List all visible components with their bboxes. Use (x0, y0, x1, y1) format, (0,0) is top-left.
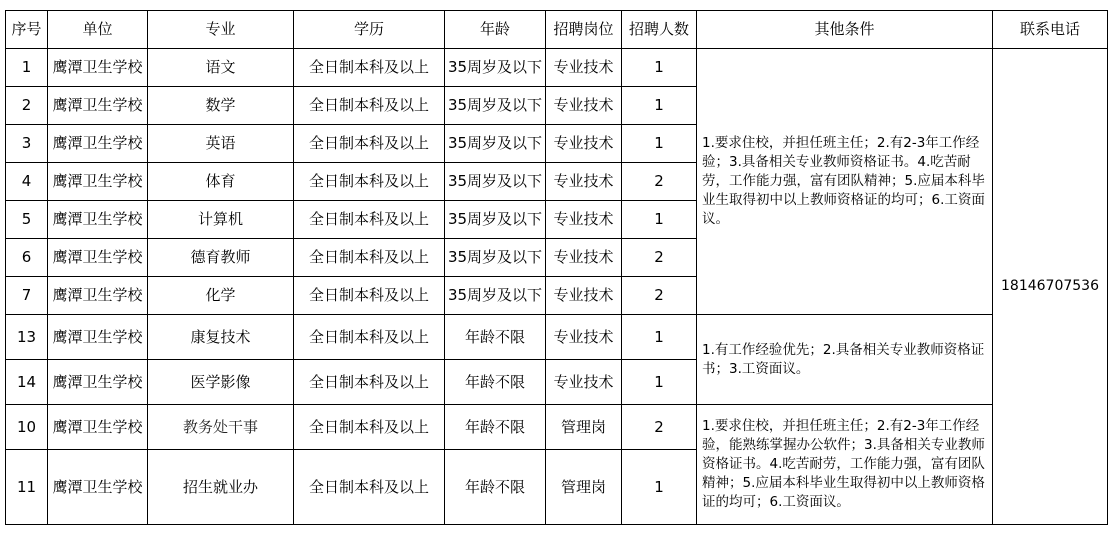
cell-age: 年龄不限 (445, 315, 546, 360)
cell-age: 35周岁及以下 (445, 125, 546, 163)
cell-no: 1 (6, 49, 48, 87)
cell-age: 35周岁及以下 (445, 277, 546, 315)
cell-post: 专业技术 (546, 125, 622, 163)
cell-age: 年龄不限 (445, 405, 546, 450)
cell-age: 35周岁及以下 (445, 163, 546, 201)
cell-age: 35周岁及以下 (445, 201, 546, 239)
cell-major: 康复技术 (148, 315, 294, 360)
cell-post: 专业技术 (546, 277, 622, 315)
cell-no: 14 (6, 360, 48, 405)
cell-no: 11 (6, 450, 48, 525)
cell-age: 35周岁及以下 (445, 87, 546, 125)
cell-education: 全日制本科及以上 (294, 201, 445, 239)
cell-education: 全日制本科及以上 (294, 450, 445, 525)
cell-age: 35周岁及以下 (445, 49, 546, 87)
cell-education: 全日制本科及以上 (294, 405, 445, 450)
cell-unit: 鹰潭卫生学校 (48, 405, 148, 450)
cell-no: 13 (6, 315, 48, 360)
cell-major: 医学影像 (148, 360, 294, 405)
table-row (6, 49, 1108, 87)
header-unit: 单位 (48, 11, 148, 49)
cell-count: 1 (622, 49, 697, 87)
cell-no: 4 (6, 163, 48, 201)
cell-post: 专业技术 (546, 87, 622, 125)
cell-count: 1 (622, 360, 697, 405)
cell-conditions-group-1: 1.要求住校，并担任班主任；2.有2-3年工作经验；3.具备相关专业教师资格证书。4.吃苦耐劳，工作能力强，富有团队精神；5.应届本科毕业生取得初中以上教师资格证的均可；6.工资面议。 (697, 49, 993, 315)
recruitment-table (5, 10, 1108, 525)
cell-post: 管理岗 (546, 405, 622, 450)
cell-no: 2 (6, 87, 48, 125)
cell-phone: 18146707536 (993, 49, 1108, 525)
cell-post: 专业技术 (546, 239, 622, 277)
cell-education: 全日制本科及以上 (294, 125, 445, 163)
cell-unit: 鹰潭卫生学校 (48, 125, 148, 163)
cell-unit: 鹰潭卫生学校 (48, 201, 148, 239)
cell-post: 专业技术 (546, 163, 622, 201)
header-post: 招聘岗位 (546, 11, 622, 49)
cell-unit: 鹰潭卫生学校 (48, 450, 148, 525)
cell-age: 年龄不限 (445, 360, 546, 405)
cell-major: 英语 (148, 125, 294, 163)
cell-unit: 鹰潭卫生学校 (48, 163, 148, 201)
cell-unit: 鹰潭卫生学校 (48, 87, 148, 125)
cell-major: 教务处干事 (148, 405, 294, 450)
cell-post: 专业技术 (546, 360, 622, 405)
cell-count: 2 (622, 163, 697, 201)
cell-education: 全日制本科及以上 (294, 277, 445, 315)
cell-conditions-group-3: 1.要求住校，并担任班主任；2.有2-3年工作经验，能熟练掌握办公软件；3.具备相关专业教师资格证书。4.吃苦耐劳，工作能力强，富有团队精神；5.应届本科毕业生取得初中以上教师资格证的均可；6.工资面议。 (697, 405, 993, 525)
cell-major: 化学 (148, 277, 294, 315)
cell-count: 1 (622, 201, 697, 239)
header-no: 序号 (6, 11, 48, 49)
header-conditions: 其他条件 (697, 11, 993, 49)
cell-education: 全日制本科及以上 (294, 360, 445, 405)
table-row (6, 405, 1108, 450)
cell-no: 5 (6, 201, 48, 239)
cell-major: 语文 (148, 49, 294, 87)
header-education: 学历 (294, 11, 445, 49)
cell-no: 10 (6, 405, 48, 450)
cell-age: 年龄不限 (445, 450, 546, 525)
cell-no: 7 (6, 277, 48, 315)
cell-conditions-group-2: 1.有工作经验优先；2.具备相关专业教师资格证书；3.工资面议。 (697, 315, 993, 405)
cell-unit: 鹰潭卫生学校 (48, 239, 148, 277)
header-major: 专业 (148, 11, 294, 49)
header-row (6, 11, 1108, 49)
cell-count: 2 (622, 239, 697, 277)
cell-major: 计算机 (148, 201, 294, 239)
cell-unit: 鹰潭卫生学校 (48, 315, 148, 360)
cell-unit: 鹰潭卫生学校 (48, 277, 148, 315)
cell-count: 1 (622, 125, 697, 163)
cell-education: 全日制本科及以上 (294, 49, 445, 87)
cell-no: 3 (6, 125, 48, 163)
cell-major: 招生就业办 (148, 450, 294, 525)
cell-major: 体育 (148, 163, 294, 201)
cell-unit: 鹰潭卫生学校 (48, 360, 148, 405)
table-row (6, 315, 1108, 360)
cell-post: 专业技术 (546, 201, 622, 239)
header-age: 年龄 (445, 11, 546, 49)
cell-major: 德育教师 (148, 239, 294, 277)
cell-education: 全日制本科及以上 (294, 87, 445, 125)
header-phone: 联系电话 (993, 11, 1108, 49)
cell-count: 2 (622, 405, 697, 450)
cell-education: 全日制本科及以上 (294, 239, 445, 277)
cell-education: 全日制本科及以上 (294, 163, 445, 201)
cell-major: 数学 (148, 87, 294, 125)
cell-education: 全日制本科及以上 (294, 315, 445, 360)
cell-post: 管理岗 (546, 450, 622, 525)
cell-count: 1 (622, 315, 697, 360)
cell-count: 2 (622, 277, 697, 315)
cell-count: 1 (622, 87, 697, 125)
header-count: 招聘人数 (622, 11, 697, 49)
cell-no: 6 (6, 239, 48, 277)
cell-post: 专业技术 (546, 315, 622, 360)
cell-unit: 鹰潭卫生学校 (48, 49, 148, 87)
cell-age: 35周岁及以下 (445, 239, 546, 277)
cell-post: 专业技术 (546, 49, 622, 87)
cell-count: 1 (622, 450, 697, 525)
